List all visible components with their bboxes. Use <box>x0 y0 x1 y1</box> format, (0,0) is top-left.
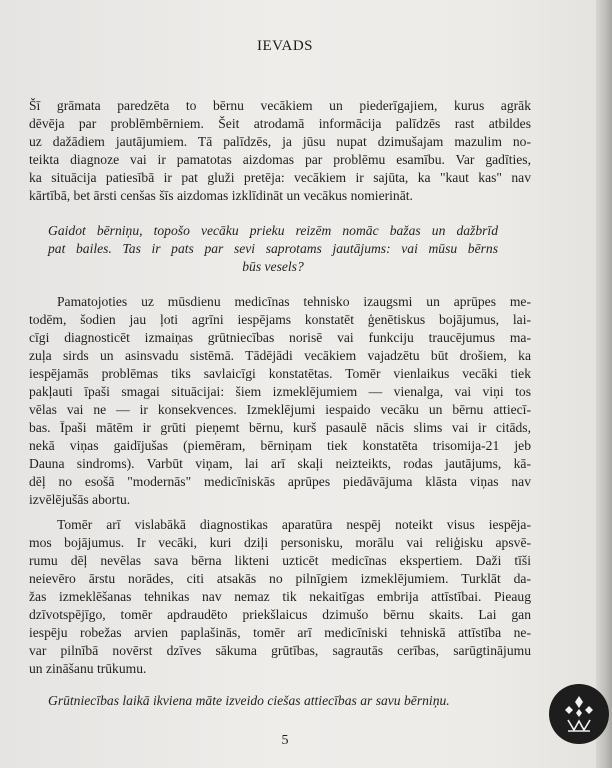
paragraph-diagnostics <box>29 516 531 678</box>
quote-line: būs vesels? <box>242 259 304 274</box>
text-line: žas izmeklēšanas tehnikas nav nemaz tik nekaitīgas embrija attīstībai. Pieaug <box>29 589 531 604</box>
text-line: ka situācija patiesībā ir pat gluži pretēja: vecākiem ir sajūta, ka "kaut kas" nav <box>29 170 531 185</box>
text-line: dēvēja par problēmbērniem. Šeit atrodamā informācija palīdzēs rast atbildes <box>29 116 531 131</box>
quote-bond <box>48 692 518 710</box>
quote-line: Grūtniecības laikā ikviena māte izveido ciešas attiecības ar savu bērniņu. <box>48 693 450 708</box>
text-line: dēļ no esošā "modernās" medicīniskās aprūpes piedāvājuma klāsta viņas nav <box>29 474 531 489</box>
text-line: pakļauti īpaši smagai situācijai: šiem izmeklējumiem — vienalga, vai viņi tos <box>29 384 531 399</box>
text-line: iespējamās problēmas tiks savlaicīgi konstatētas. Tomēr vienlaikus vecāki tiek <box>29 366 531 381</box>
text-line: iespēju robežas arvien paplašinās, tomēr arī medicīniski tehniskā attīstība ne- <box>29 625 531 640</box>
text-line: neievēro ārstu norādes, citi atsakās no pilnīgiem izmeklējumiem. Turklāt da- <box>29 571 531 586</box>
text-line: teikta diagnoze vai ir pamatotas aizdomas par problēmu esamību. Var gadīties, <box>29 152 531 167</box>
quote-line: pat bailes. Tas ir pats par sevi saprotams jautājums: vai mūsu bērns <box>48 241 498 256</box>
text-line: todēm, šodien jau ļoti agrīni iespējams konstatēt ģenētiskus bojājumus, lai- <box>29 312 531 327</box>
text-line: dzīvotspējīgo, tomēr apdraudēto priekšlaicus dzimušo bērnu skaits. Lai gan <box>29 607 531 622</box>
quote-line: Gaidot bērniņu, topošo vecāku prieku reizēm nomāc bažas un dažbrīd <box>48 223 498 238</box>
quote-expectation <box>48 222 498 276</box>
watermark-logo-badge <box>549 684 609 744</box>
text-line: Šī grāmata paredzēta to bērnu vecākiem un piederīgajiem, kurus agrāk <box>29 98 531 113</box>
text-line: Dauna sindroms). Varbūt viņam, lai arī skaļi neizteikts, rodas jautājums, kā- <box>29 456 531 471</box>
text-line: bas. Īpaši mātēm ir grūti pieņemt bērnu, kurš pasaulē nācis slims vai ir citāds, <box>29 420 531 435</box>
ornament-icon <box>564 694 594 734</box>
text-line: izvēlējušās abortu. <box>29 492 131 507</box>
text-line: uz dažādiem jautājumiem. Tā palīdzēs, ja jūsu nupat dzimušajam mazulim no- <box>29 134 531 149</box>
text-line: zuļa sirds un asinsvadu sistēmā. Tādējādi vecākiem vajadzētu būt drošiem, ka <box>29 348 531 363</box>
text-line: var pilnībā novērst dzīves sākuma grūtības, sagrautās cerības, sarūgtinājumu <box>29 643 531 658</box>
text-line: cīgi diagnosticēt izmaiņas grūtniecības norisē vai funkciju traucējumus ma- <box>29 330 531 345</box>
text-line: un zināšanu trūkumu. <box>29 661 147 676</box>
text-line: Pamatojoties uz mūsdienu medicīnas tehnisko izaugsmi un aprūpes me- <box>57 294 531 309</box>
page-edge <box>596 0 612 768</box>
text-line: mos bojājumus. Ir vecāki, kuri dziļi personisku, morālu vai reliģisku apsvē- <box>29 535 531 550</box>
page-number: 5 <box>281 733 289 748</box>
text-line: kārtībā, bet ārsti cenšas šīs aizdomas izklīdināt un vecākus nomierināt. <box>29 188 413 203</box>
text-line: vēlas vai ne — ir konsekvences. Izmeklējumi iespaido vecāku un bērnu attiecī- <box>29 402 531 417</box>
text-line: nekā viņas gaidījušas (piemēram, bērniņam tiek konstatēta trisomija-21 jeb <box>29 438 531 453</box>
chapter-heading: IEVADS <box>256 38 314 54</box>
paragraph-medicine <box>29 293 531 509</box>
text-line: rumu dēļ nevēlas sava bērna likteni uzticēt medicīnas ekspertiem. Daži tīši <box>29 553 531 568</box>
paragraph-intro <box>29 97 531 205</box>
text-line: Tomēr arī vislabākā diagnostikas aparatūra nespēj noteikt visus iespēja- <box>57 517 531 532</box>
